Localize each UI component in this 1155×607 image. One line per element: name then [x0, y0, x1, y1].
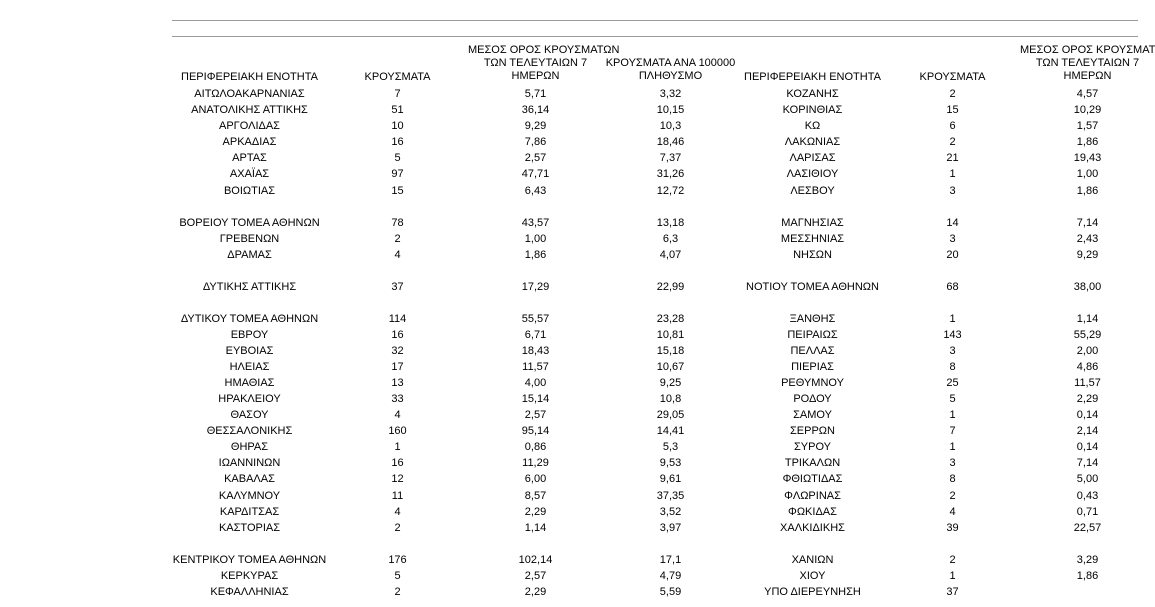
cell-cases: 5 [394, 152, 401, 164]
cell-avg7-2: 4,57 [1076, 88, 1099, 100]
cell-avg7: 2,29 [524, 506, 547, 518]
cell-per100k: 4,07 [659, 249, 682, 261]
cell-cases: 4 [394, 506, 401, 518]
cell-region-2: ΝΗΣΩΝ [793, 249, 832, 261]
cell-per100k: 4,79 [659, 570, 682, 582]
cell-region: ΑΡΓΟΛΙΔΑΣ [219, 120, 280, 132]
table-row [0, 86, 1138, 102]
cell-region-2: ΡΕΘΥΜΝΟΥ [781, 377, 844, 389]
cell-cases-2: 3 [949, 185, 956, 197]
cell-cases-2: 3 [949, 457, 956, 469]
cell-cases-2: 6 [949, 120, 956, 132]
cell-avg7: 6,71 [524, 329, 547, 341]
cell-cases-2: 25 [946, 377, 959, 389]
cell-avg7: 2,57 [524, 570, 547, 582]
cell-region: ΗΡΑΚΛΕΙΟΥ [218, 393, 281, 405]
cell-cases: 5 [394, 570, 401, 582]
cell-cases: 114 [388, 313, 407, 325]
cell-cases: 11 [391, 490, 404, 502]
cell-region-2: ΦΩΚΙΔΑΣ [788, 506, 837, 518]
cell-cases-2: 3 [949, 233, 956, 245]
cell-cases-2: 1 [949, 168, 956, 180]
cell-avg7: 11,29 [522, 457, 549, 469]
table-row [0, 166, 1138, 182]
cell-per100k: 10,3 [659, 120, 682, 132]
cell-cases: 2 [394, 233, 401, 245]
cell-per100k: 3,32 [659, 88, 682, 100]
cell-region: ΚΑΡΔΙΤΣΑΣ [219, 506, 280, 518]
cell-avg7: 15,14 [521, 393, 550, 405]
cell-region: ΗΜΑΘΙΑΣ [224, 377, 275, 389]
header-cases-2: ΚΡΟΥΣΜΑΤΑ [919, 71, 986, 83]
cell-per100k: 37,35 [656, 490, 685, 502]
cell-avg7: 55,57 [521, 313, 550, 325]
cell-avg7-2: 2,43 [1076, 233, 1099, 245]
cell-per100k: 5,59 [659, 586, 682, 598]
cell-region: ΘΗΡΑΣ [230, 441, 269, 453]
cell-avg7-2: 2,00 [1076, 345, 1099, 357]
header-rule [172, 36, 1138, 37]
cell-region: ΘΑΣΟΥ [230, 409, 269, 421]
header-avg-line2: ΤΩΝ ΤΕΛΕΥΤΑΙΩΝ 7 [483, 57, 588, 69]
cell-per100k: 9,53 [659, 457, 682, 469]
cell-per100k: 12,72 [656, 185, 685, 197]
cell-cases: 7 [394, 88, 401, 100]
cell-avg7-2: 7,14 [1076, 217, 1099, 229]
table-row [0, 552, 1138, 568]
cell-per100k: 13,18 [656, 217, 685, 229]
cell-avg7: 8,57 [524, 490, 547, 502]
cell-cases-2: 15 [946, 104, 959, 116]
cell-region-2: ΚΟΡΙΝΘΙΑΣ [782, 104, 843, 116]
cell-avg7: 1,00 [524, 233, 547, 245]
cell-cases-2: 20 [946, 249, 959, 261]
cell-region: ΕΥΒΟΙΑΣ [225, 345, 274, 357]
cell-avg7-2: 19,43 [1073, 152, 1102, 164]
top-rule [172, 20, 1138, 21]
cell-per100k: 23,28 [656, 313, 685, 325]
cell-avg7-2: 1,86 [1076, 570, 1099, 582]
table-row [0, 471, 1138, 487]
cell-cases: 10 [391, 120, 404, 132]
cell-avg7-2: 5,00 [1076, 473, 1099, 485]
table-row [0, 568, 1138, 584]
cell-cases-2: 21 [946, 152, 959, 164]
header-avg2-line1: ΜΕΣΟΣ ΟΡΟΣ ΚΡΟΥΣΜΑΤ [1020, 44, 1155, 56]
cell-region: ΒΟΙΩΤΙΑΣ [223, 185, 276, 197]
cell-region-2: ΞΑΝΘΗΣ [789, 313, 836, 325]
cell-avg7-2: 0,14 [1076, 441, 1099, 453]
cell-cases-2: 1 [949, 441, 956, 453]
cell-region-2: ΧΙΟΥ [799, 570, 826, 582]
table-row [0, 375, 1138, 391]
cell-region-2: ΧΑΛΚΙΔΙΚΗΣ [780, 522, 845, 534]
table-row [0, 359, 1138, 375]
table-row [0, 215, 1138, 231]
cell-region: ΔΥΤΙΚΟΥ ΤΟΜΕΑ ΑΘΗΝΩΝ [180, 313, 319, 325]
table-row [0, 150, 1138, 166]
cell-per100k: 9,61 [659, 473, 682, 485]
cell-avg7-2: 38,00 [1073, 281, 1102, 293]
cell-region: ΚΕΡΚΥΡΑΣ [220, 570, 279, 582]
cell-per100k: 3,97 [659, 522, 682, 534]
header-avg-line3: ΗΜΕΡΩΝ [511, 70, 560, 82]
cell-cases: 4 [394, 249, 401, 261]
cell-cases-2: 68 [946, 281, 959, 293]
cell-per100k: 17,1 [659, 554, 682, 566]
cell-cases-2: 7 [949, 425, 956, 437]
cell-per100k: 10,8 [659, 393, 682, 405]
cell-cases-2: 8 [949, 473, 956, 485]
cell-per100k: 15,18 [656, 345, 685, 357]
cell-region-2: ΤΡΙΚΑΛΩΝ [784, 457, 841, 469]
cell-cases: 4 [394, 409, 401, 421]
cell-cases-2: 39 [946, 522, 959, 534]
cell-region: ΚΑΒΑΛΑΣ [224, 473, 275, 485]
cell-avg7-2: 2,14 [1076, 425, 1099, 437]
cell-avg7-2: 2,29 [1076, 393, 1099, 405]
cell-cases: 97 [391, 168, 404, 180]
cell-region-2: ΛΑΚΩΝΙΑΣ [784, 136, 841, 148]
cell-region-2: ΡΟΔΟΥ [793, 393, 832, 405]
cell-region-2: ΣΥΡΟΥ [793, 441, 831, 453]
cell-per100k: 31,26 [656, 168, 685, 180]
cell-per100k: 14,41 [656, 425, 685, 437]
header-region-2: ΠΕΡΙΦΕΡΕΙΑΚΗ ΕΝΟΤΗΤΑ [744, 71, 881, 83]
cell-region-2: ΦΛΩΡΙΝΑΣ [784, 490, 841, 502]
cell-region-2: ΠΙΕΡΙΑΣ [791, 361, 834, 373]
cell-cases-2: 143 [943, 329, 962, 341]
cell-avg7: 7,86 [524, 136, 547, 148]
cell-region: ΚΑΛΥΜΝΟΥ [218, 490, 281, 502]
cell-avg7: 9,29 [524, 120, 547, 132]
cell-region: ΔΡΑΜΑΣ [227, 249, 272, 261]
table-row [0, 102, 1138, 118]
cell-region-2: ΜΕΣΣΗΝΙΑΣ [780, 233, 845, 245]
cell-avg7-2: 1,57 [1076, 120, 1099, 132]
table-row [0, 343, 1138, 359]
cell-region-2: ΦΘΙΩΤΙΔΑΣ [782, 473, 843, 485]
cell-avg7-2: 1,86 [1076, 185, 1099, 197]
table-row [0, 423, 1138, 439]
cell-per100k: 9,25 [659, 377, 682, 389]
cell-region-2: ΠΕΛΛΑΣ [790, 345, 835, 357]
cell-per100k: 5,3 [662, 441, 679, 453]
cell-region: ΑΙΤΩΛΟΑΚΑΡΝΑΝΙΑΣ [194, 88, 305, 100]
table-row [0, 327, 1138, 343]
cell-region-2: ΚΟΖΑΝΗΣ [786, 88, 839, 100]
table-row [0, 439, 1138, 455]
cell-per100k: 10,81 [656, 329, 685, 341]
header-avg2-line3: ΗΜΕΡΩΝ [1063, 70, 1112, 82]
cell-avg7-2: 11,57 [1074, 377, 1101, 389]
header-per100k-line1: ΚΡΟΥΣΜΑΤΑ ΑΝΑ 100000 [605, 57, 736, 69]
cell-region: ΗΛΕΙΑΣ [229, 361, 270, 373]
table-row [0, 118, 1138, 134]
table-row [0, 183, 1138, 199]
cell-avg7-2: 0,71 [1076, 506, 1099, 518]
table-row [0, 488, 1138, 504]
cell-region-2: ΛΑΣΙΘΙΟΥ [786, 168, 839, 180]
cell-cases-2: 3 [949, 345, 956, 357]
cell-per100k: 22,99 [656, 281, 685, 293]
cell-cases: 37 [391, 281, 404, 293]
table-row [0, 407, 1138, 423]
cell-avg7: 36,14 [521, 104, 550, 116]
table-row [0, 455, 1138, 471]
cell-cases: 17 [391, 361, 404, 373]
cell-cases-2: 2 [949, 136, 956, 148]
cell-avg7: 0,86 [524, 441, 547, 453]
cell-avg7: 2,57 [524, 409, 547, 421]
cell-cases-2: 8 [949, 361, 956, 373]
table-row [0, 311, 1138, 327]
cell-avg7: 6,00 [524, 473, 547, 485]
table-row [0, 279, 1138, 295]
cell-cases: 12 [391, 473, 404, 485]
cell-avg7: 95,14 [521, 425, 550, 437]
cell-avg7: 1,14 [524, 522, 547, 534]
cell-cases: 16 [391, 136, 404, 148]
cell-region-2: ΝΟΤΙΟΥ ΤΟΜΕΑ ΑΘΗΝΩΝ [746, 281, 879, 293]
cell-region-2: ΥΠΟ ΔΙΕΡΕΥΝΗΣΗ [764, 586, 861, 598]
cell-region: ΒΟΡΕΙΟΥ ΤΟΜΕΑ ΑΘΗΝΩΝ [179, 217, 320, 229]
cell-avg7: 11,57 [522, 361, 549, 373]
cell-region-2: ΜΑΓΝΗΣΙΑΣ [781, 217, 844, 229]
cell-region: ΑΝΑΤΟΛΙΚΗΣ ΑΤΤΙΚΗΣ [191, 104, 308, 116]
table-row [0, 391, 1138, 407]
cell-region-2: ΠΕΙΡΑΙΩΣ [787, 329, 838, 341]
cell-avg7-2: 55,29 [1073, 329, 1102, 341]
cell-per100k: 10,67 [656, 361, 685, 373]
cell-region: ΑΡΚΑΔΙΑΣ [222, 136, 277, 148]
cell-region-2: ΣΕΡΡΩΝ [790, 425, 835, 437]
cell-region: ΘΕΣΣΑΛΟΝΙΚΗΣ [206, 425, 293, 437]
cell-avg7-2: 1,14 [1076, 313, 1099, 325]
cell-avg7: 2,29 [524, 586, 547, 598]
cell-per100k: 3,52 [659, 506, 682, 518]
cell-cases: 51 [391, 104, 404, 116]
cell-region: ΚΕΝΤΡΙΚΟΥ ΤΟΜΕΑ ΑΘΗΝΩΝ [172, 554, 327, 566]
cell-cases: 32 [391, 345, 404, 357]
header-per100k-line2: ΠΛΗΘΥΣΜΟ [638, 70, 703, 82]
cell-avg7: 4,00 [524, 377, 547, 389]
table-row [0, 134, 1138, 150]
cell-cases-2: 5 [949, 393, 956, 405]
cell-per100k: 7,37 [659, 152, 682, 164]
cell-avg7: 2,57 [524, 152, 547, 164]
cell-avg7: 102,14 [518, 554, 553, 566]
cell-region-2: ΧΑΝΙΩΝ [791, 554, 834, 566]
cell-cases-2: 1 [949, 409, 956, 421]
table-row [0, 520, 1138, 536]
table-row [0, 504, 1138, 520]
cell-cases: 2 [394, 586, 401, 598]
cell-cases-2: 37 [946, 586, 959, 598]
cell-cases-2: 1 [949, 570, 956, 582]
cell-cases-2: 2 [949, 88, 956, 100]
cell-avg7-2: 9,29 [1076, 249, 1099, 261]
cell-avg7-2: 0,14 [1076, 409, 1099, 421]
cell-region: ΚΕΦΑΛΛΗΝΙΑΣ [210, 586, 289, 598]
cell-avg7: 5,71 [524, 88, 547, 100]
cell-cases: 160 [388, 425, 407, 437]
table-row [0, 231, 1138, 247]
header-region: ΠΕΡΙΦΕΡΕΙΑΚΗ ΕΝΟΤΗΤΑ [181, 71, 318, 83]
cell-region: ΑΡΤΑΣ [232, 152, 267, 164]
cell-avg7-2: 10,29 [1073, 104, 1102, 116]
cell-cases-2: 1 [949, 313, 956, 325]
header-cases: ΚΡΟΥΣΜΑΤΑ [364, 71, 431, 83]
header-avg-line1: ΜΕΣΟΣ ΟΡΟΣ ΚΡΟΥΣΜΑΤΩΝ [468, 44, 620, 56]
cell-region: ΙΩΑΝΝΙΝΩΝ [218, 457, 281, 469]
cell-cases: 1 [394, 441, 401, 453]
cell-region: ΓΡΕΒΕΝΩΝ [219, 233, 280, 245]
cell-avg7: 6,43 [524, 185, 547, 197]
cell-region: ΕΒΡΟΥ [230, 329, 269, 341]
cell-region: ΑΧΑΪΑΣ [229, 168, 270, 180]
cell-avg7-2: 0,43 [1076, 490, 1099, 502]
cell-avg7-2: 1,86 [1076, 136, 1099, 148]
cell-region: ΚΑΣΤΟΡΙΑΣ [218, 522, 281, 534]
cell-cases: 16 [391, 329, 404, 341]
cell-cases: 33 [391, 393, 404, 405]
cell-cases: 2 [394, 522, 401, 534]
table-row [0, 247, 1138, 263]
cell-avg7: 43,57 [521, 217, 550, 229]
cell-region: ΔΥΤΙΚΗΣ ΑΤΤΙΚΗΣ [202, 281, 297, 293]
cell-avg7: 47,71 [521, 168, 550, 180]
cell-avg7-2: 1,00 [1076, 168, 1099, 180]
cell-region-2: ΚΩ [804, 120, 821, 132]
table-row [0, 584, 1138, 600]
cell-per100k: 29,05 [656, 409, 685, 421]
cell-avg7-2: 4,86 [1076, 361, 1099, 373]
cell-cases: 13 [391, 377, 404, 389]
cell-cases-2: 4 [949, 506, 956, 518]
cell-avg7-2: 3,29 [1076, 554, 1099, 566]
cell-cases-2: 2 [949, 554, 956, 566]
cell-cases: 176 [388, 554, 407, 566]
cell-cases: 16 [391, 457, 404, 469]
header-avg2-line2: ΤΩΝ ΤΕΛΕΥΤΑΙΩΝ 7 [1035, 57, 1140, 69]
cell-avg7: 18,43 [521, 345, 550, 357]
cell-avg7-2: 7,14 [1076, 457, 1099, 469]
cell-avg7: 1,86 [524, 249, 547, 261]
cell-per100k: 18,46 [656, 136, 685, 148]
cell-region-2: ΛΕΣΒΟΥ [790, 185, 835, 197]
cell-region-2: ΛΑΡΙΣΑΣ [789, 152, 836, 164]
cell-cases-2: 14 [946, 217, 959, 229]
cell-cases: 15 [391, 185, 404, 197]
cell-avg7: 17,29 [521, 281, 550, 293]
cell-per100k: 10,15 [656, 104, 685, 116]
cell-cases: 78 [391, 217, 404, 229]
cell-per100k: 6,3 [662, 233, 679, 245]
cell-region-2: ΣΑΜΟΥ [793, 409, 832, 421]
cell-avg7-2: 22,57 [1073, 522, 1102, 534]
cell-cases-2: 2 [949, 490, 956, 502]
